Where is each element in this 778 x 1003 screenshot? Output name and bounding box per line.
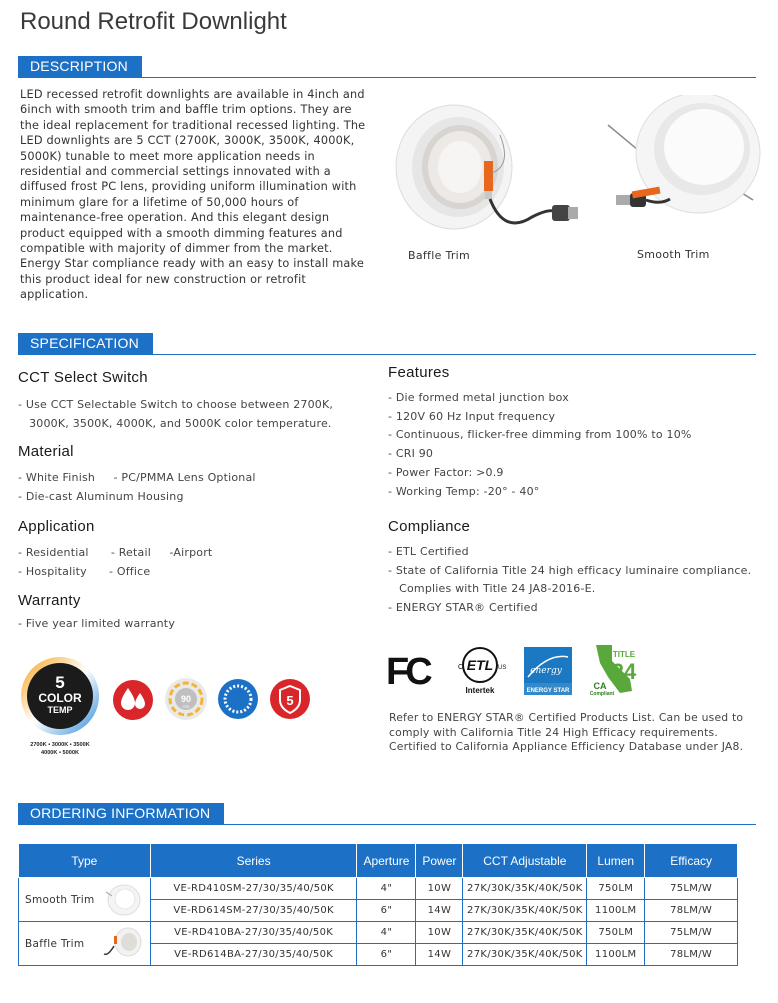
warranty-heading: Warranty [18, 592, 81, 609]
cri-value: 90 [180, 694, 192, 704]
title24-ca: CA [593, 681, 607, 691]
table-cell: VE-RD614BA-27/30/35/40/50K [150, 944, 357, 966]
page-title: Round Retrofit Downlight [20, 8, 287, 35]
section-divider [142, 77, 756, 78]
application-list [18, 544, 212, 581]
title24-word: TITLE [612, 650, 636, 659]
list-item: - Five year limited warranty [18, 617, 176, 630]
application-heading: Application [18, 518, 95, 535]
dimming-icon [217, 678, 259, 720]
material-list [18, 469, 256, 506]
table-cell: 4" [357, 922, 416, 944]
table-header: Aperture [357, 844, 416, 878]
table-cell: 14W [416, 900, 463, 922]
energy-star-label: ENERGY STAR [526, 688, 570, 694]
ordering-section-header [18, 803, 756, 825]
table-row [19, 878, 738, 900]
etl-c: C [458, 664, 464, 671]
list-item: - Hospitality - Office [18, 564, 151, 578]
five-year-warranty-icon [269, 678, 311, 720]
table-header: Type [19, 844, 151, 878]
specification-section-label: SPECIFICATION [18, 333, 153, 355]
color-temp-word1: COLOR [38, 691, 82, 705]
table-cell: 1100LM [587, 944, 645, 966]
type-label: Smooth Trim [25, 893, 95, 906]
material-heading: Material [18, 443, 74, 460]
table-header-row [19, 844, 738, 878]
features-heading: Features [388, 364, 450, 381]
type-cell-smooth [19, 878, 151, 922]
energy-star-logo [524, 647, 572, 695]
list-item: - State of California Title 24 high efficacy luminaire compliance. [388, 563, 752, 577]
table-cell: 750LM [587, 922, 645, 944]
etl-sub: Intertek [465, 686, 495, 695]
color-temp-number: 5 [55, 673, 65, 692]
section-divider [224, 824, 756, 825]
etl-main: ETL [466, 657, 494, 673]
fcc-logo-text: FC [386, 651, 429, 690]
table-cell: VE-RD614SM-27/30/35/40/50K [150, 900, 357, 922]
table-cell: 4" [357, 878, 416, 900]
list-item: - ETL Certified [388, 545, 469, 558]
title24-num: 24 [611, 659, 637, 684]
smooth-trim-thumbnail [102, 882, 142, 918]
table-cell: 10W [416, 922, 463, 944]
table-cell: 27K/30K/35K/40K/50K [463, 900, 587, 922]
warranty-years: 5 [286, 693, 294, 708]
color-temp-badge [18, 656, 104, 760]
table-cell: 1100LM [587, 900, 645, 922]
section-divider [153, 354, 756, 355]
type-label: Baffle Trim [25, 937, 85, 950]
smooth-trim-image [598, 95, 763, 225]
table-cell: 75LM/W [645, 922, 738, 944]
list-item: - Continuous, flicker-free dimming from 100% to 10% [388, 428, 692, 442]
compliance-heading: Compliance [388, 518, 471, 535]
table-header: Series [150, 844, 357, 878]
list-item: - Die-cast Aluminum Housing [18, 489, 184, 503]
description-text: LED recessed retrofit downlights are available in 4inch and 6inch with smooth trim and baffle trim options. They are the ideal replacement for traditional recessed lighting. The LED downlights are 5 CCT (2700K, 3000K, 3500K, 4000K, 5000K) tunable to meet more application needs in residential and commercial settings innovated with a diffused frost PC lens, providing uniform illumination with minimum glare for a lifetime of 50,000 hours of maintenance-free operation. And this elegant design product equipped with a smooth dimming features and compatible with majority of dimmer from the market. Energy Star compliance ready with an easy to install make this product ideal for new construction or retrofit application. [20, 88, 366, 302]
list-item: - Working Temp: -20° - 40° [388, 484, 540, 498]
damp-rated-icon [112, 679, 154, 721]
table-cell: 750LM [587, 878, 645, 900]
list-item: - Use CCT Selectable Switch to choose between 2700K, [18, 398, 334, 411]
table-cell: 6" [357, 944, 416, 966]
warranty-list [18, 615, 175, 634]
color-temp-word2: TEMP [47, 705, 73, 715]
table-cell: 14W [416, 944, 463, 966]
type-cell-baffle [19, 922, 151, 966]
table-cell: 75LM/W [645, 878, 738, 900]
table-cell: 27K/30K/35K/40K/50K [463, 878, 587, 900]
table-cell: VE-RD410BA-27/30/35/40/50K [150, 922, 357, 944]
fcc-logo [386, 650, 440, 690]
table-cell: 6" [357, 900, 416, 922]
compliance-list [388, 543, 751, 618]
table-cell: VE-RD410SM-27/30/35/40/50K [150, 878, 357, 900]
list-item: - Residential - Retail -Airport [18, 546, 213, 559]
list-item: - ENERGY STAR® Certified [388, 601, 538, 615]
list-item: - CRI 90 [388, 447, 434, 461]
baffle-trim-image [392, 95, 587, 245]
specification-section-header [18, 333, 756, 355]
list-item: - White Finish - PC/PMMA Lens Optional [18, 471, 256, 484]
etl-logo [458, 645, 508, 697]
table-row [19, 922, 738, 944]
table-header: Efficacy [645, 844, 738, 878]
list-item: - Power Factor: >0.9 [388, 465, 504, 479]
energy-star-script: energy [530, 666, 562, 676]
ordering-section-label: ORDERING INFORMATION [18, 803, 224, 825]
description-section-header [18, 56, 756, 78]
list-item: - Die formed metal junction box [388, 391, 569, 404]
table-header: Power [416, 844, 463, 878]
list-item: - 120V 60 Hz Input frequency [388, 409, 556, 423]
list-item: Complies with Title 24 JA8-2016-E. [388, 582, 596, 596]
table-cell: 78LM/W [645, 900, 738, 922]
table-cell: 27K/30K/35K/40K/50K [463, 922, 587, 944]
cri-label: CRI [182, 704, 190, 709]
smooth-trim-caption: Smooth Trim [637, 248, 710, 261]
cct-heading: CCT Select Switch [18, 369, 148, 386]
color-temp-list2: 4000K • 5000K [40, 750, 80, 756]
table-header: CCT Adjustable [463, 844, 587, 878]
title24-compliant: Compliant [590, 691, 615, 697]
baffle-trim-thumbnail [102, 926, 142, 962]
cct-list [18, 396, 333, 433]
certification-note: Refer to ENERGY STAR® Certified Products List. Can be used to comply with California Title 24 High Efficacy requirements. Certified to California Appliance Efficiency Database under JA8. [389, 711, 744, 754]
features-list [388, 389, 692, 501]
list-item: 3000K, 3500K, 4000K, and 5000K color temperature. [18, 416, 332, 430]
cri-badge [164, 677, 208, 721]
table-cell: 78LM/W [645, 944, 738, 966]
table-cell: 27K/30K/35K/40K/50K [463, 944, 587, 966]
etl-us: US [498, 665, 507, 671]
baffle-trim-caption: Baffle Trim [408, 249, 471, 262]
description-section-label: DESCRIPTION [18, 56, 142, 78]
table-cell: 10W [416, 878, 463, 900]
color-temp-list1: 2700K • 3000K • 3500K [30, 742, 90, 748]
table-header: Lumen [587, 844, 645, 878]
ordering-table [18, 843, 738, 966]
title24-logo [590, 643, 640, 697]
